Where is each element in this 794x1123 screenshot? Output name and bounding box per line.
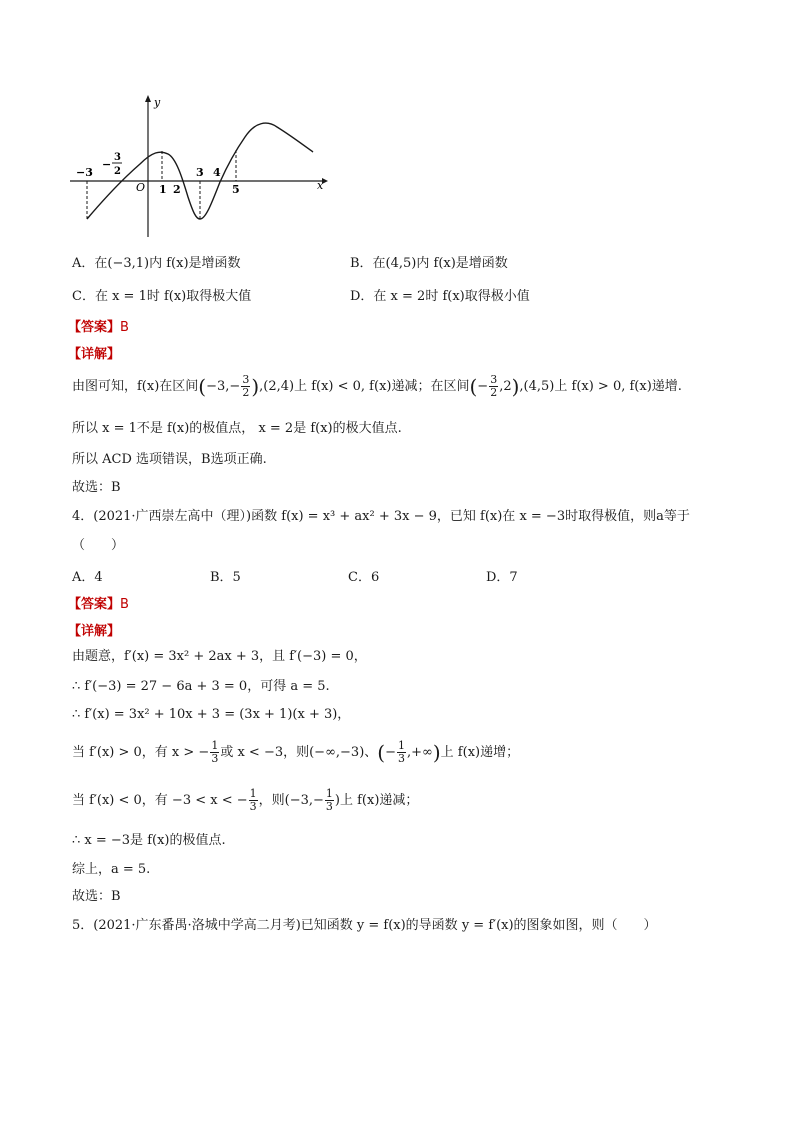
tick-5: 5	[232, 183, 240, 196]
origin-label: O	[136, 181, 146, 194]
q3-detail-tag: 【详解】	[68, 347, 121, 362]
q4-answer: B	[120, 597, 129, 612]
q4-paren: （ ）	[72, 538, 125, 553]
option-d[interactable]: D．在 x = 2时 f(x)取得极小值	[350, 289, 530, 304]
q4-option-a[interactable]: A．4	[72, 570, 103, 585]
derivative-graph	[70, 92, 340, 242]
tick-2: 2	[173, 183, 181, 196]
q4-detail-line2: ∴ f′(−3) = 27 − 6a + 3 = 0，可得 a = 5.	[72, 679, 330, 694]
y-axis-label: y	[154, 96, 161, 109]
option-a[interactable]: A．在(−3,1)内 f(x)是增函数	[72, 256, 241, 271]
q5-stem: 5．(2021·广东番禺·洛城中学高二月考)已知函数 y = f(x)的导函数 y = f′(x)的图象如图，则（ ）	[72, 918, 657, 933]
tick-neg32-num: 3	[114, 152, 121, 163]
q4-detail-line4: 当 f′(x) > 0，有 x > − $\frac{1}{3}$ 或 x < −3，则(−∞,−3)、(− $\frac{1}{3}$ ,+∞)上 f(x)递增；	[72, 739, 520, 765]
option-b[interactable]: B．在(4,5)内 f(x)是增函数	[350, 256, 508, 271]
q4-option-d[interactable]: D．7	[486, 570, 518, 585]
tick-3: 3	[196, 166, 204, 179]
q3-detail-line1: 由图可知，f(x)在区间(−3,− $\frac{3}{2}$ ),(2,4)上 f(x) < 0, f(x)递减；在区间(− $\frac{3}{2}$ ,2),(4,5)上 f(x) > 0, f(x)递增.	[72, 373, 682, 399]
tick-neg3: −3	[76, 166, 93, 179]
q4-detail-line5: 当 f′(x) < 0，有 −3 < x < − $\frac{1}{3}$ ，则(−3,− $\frac{1}{3}$ )上 f(x)递减；	[72, 787, 419, 813]
q3-detail-line2: 所以 x = 1不是 f(x)的极值点， x = 2是 f(x)的极大值点.	[72, 421, 402, 436]
q4-detail-line1: 由题意，f′(x) = 3x² + 2ax + 3，且 f′(−3) = 0，	[72, 649, 367, 664]
q3-answer: B	[120, 320, 129, 335]
tick-4: 4	[213, 166, 221, 179]
q3-answer-tag: 【答案】B	[68, 320, 129, 335]
q4-detail-tag: 【详解】	[68, 624, 121, 639]
x-axis-label: x	[317, 179, 324, 192]
q4-answer-tag: 【答案】B	[68, 597, 129, 612]
tick-neg32-sign: −	[102, 158, 112, 171]
y-axis-arrow	[145, 95, 151, 102]
q4-detail-line8: 故选：B	[72, 889, 121, 904]
q3-detail-line3: 所以 ACD 选项错误，B选项正确.	[72, 452, 267, 467]
q4-stem: 4．(2021·广西崇左高中（理）)函数 f(x) = x³ + ax² + 3x − 9，已知 f(x)在 x = −3时取得极值，则a等于	[72, 509, 690, 524]
q3-detail-line4: 故选：B	[72, 480, 121, 495]
option-c[interactable]: C．在 x = 1时 f(x)取得极大值	[72, 289, 252, 304]
q4-detail-line6: ∴ x = −3是 f(x)的极值点.	[72, 833, 226, 848]
q4-option-c[interactable]: C．6	[348, 570, 380, 585]
tick-1: 1	[159, 183, 167, 196]
q4-detail-line3: ∴ f′(x) = 3x² + 10x + 3 = (3x + 1)(x + 3)，	[72, 707, 351, 722]
q4-detail-line7: 综上，a = 5.	[72, 862, 151, 877]
q4-option-b[interactable]: B．5	[210, 570, 241, 585]
tick-neg32-den: 2	[114, 166, 121, 177]
